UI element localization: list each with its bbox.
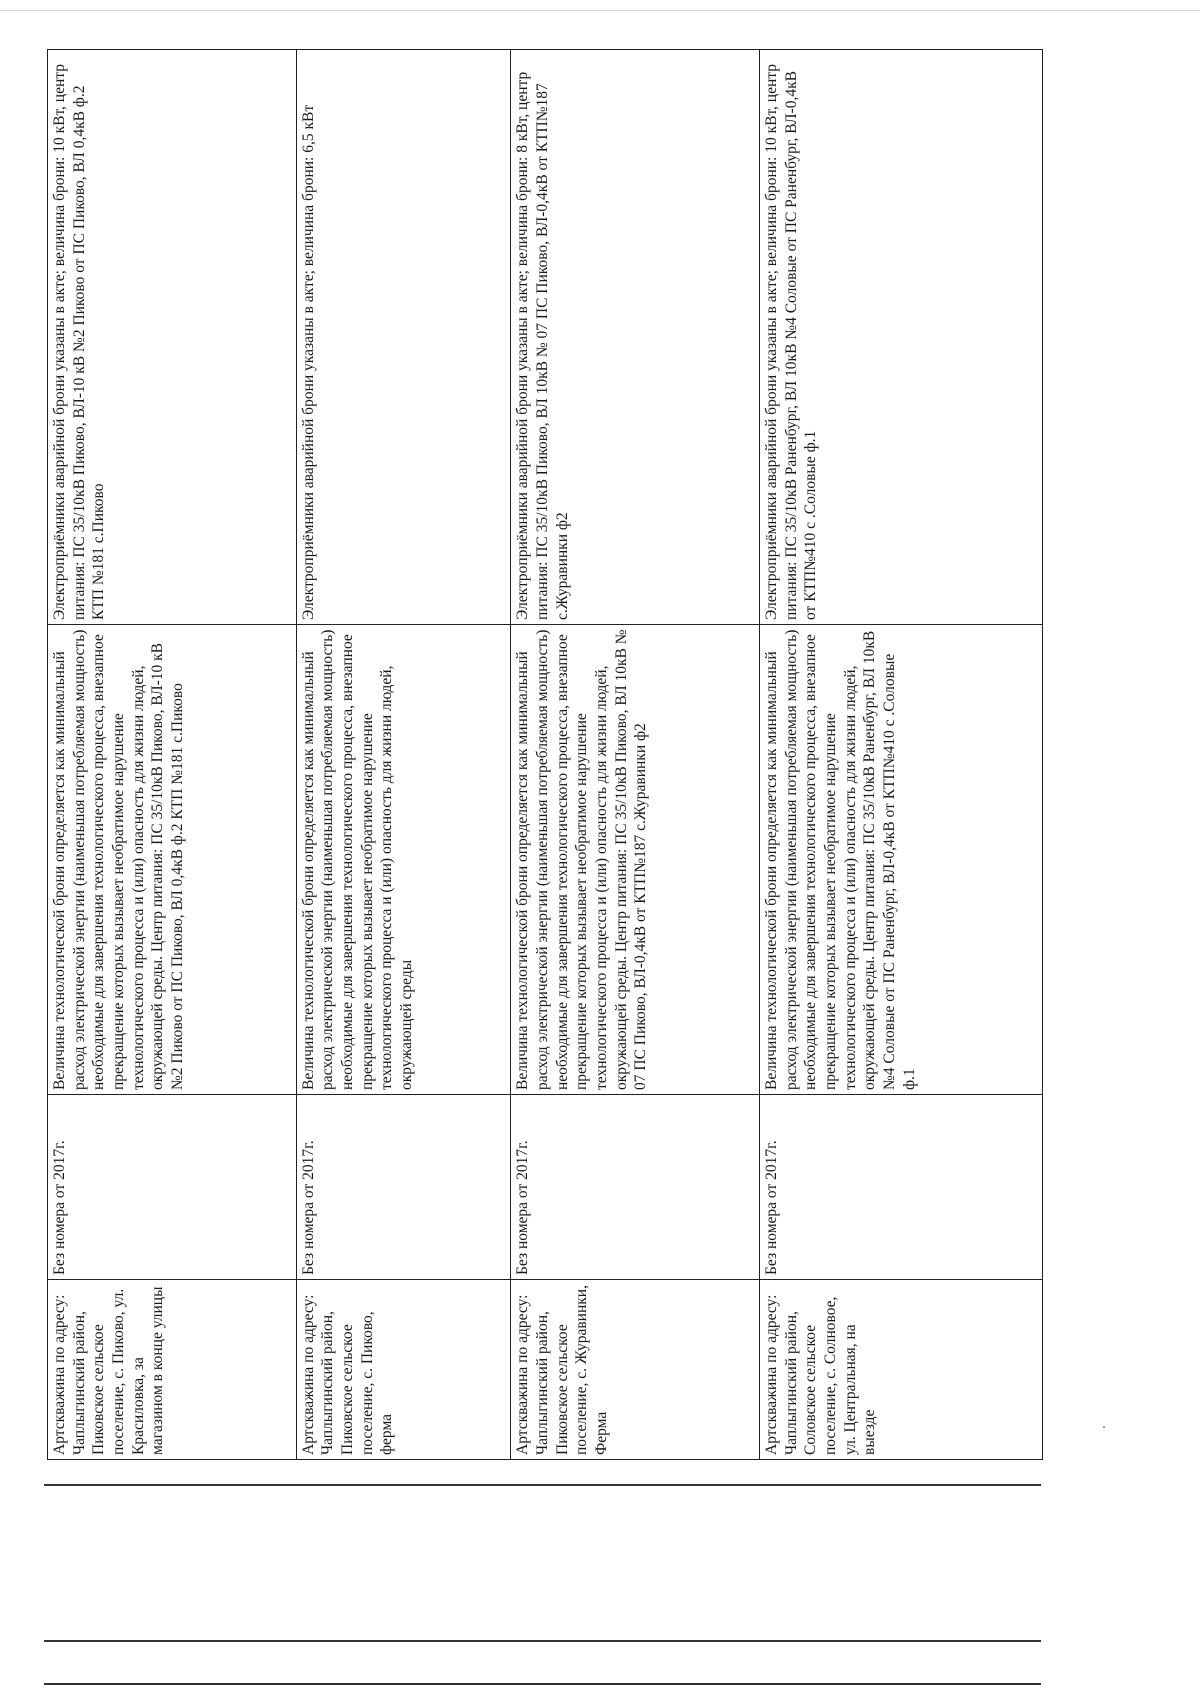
tech-reservation-cell: Величина технологической брони определяется как минимальный расход электрической энергии (наименьшая потребляемая мощность) необходимые для завершения технологического процесса, внезапное прекращение которых вызывает необратимое нарушение технологического процесса и (или) опасность для жизни людей, окружающей среды. Центр питания: ПС 35/10кВ Пиково, ВЛ-10 кВ №2 Пиково от ПС Пиково, ВЛ 0,4кВ ф.2 КТП №181 с.Пиково	[48, 625, 297, 1095]
signature-line	[44, 1640, 1041, 1642]
emergency-reservation-cell: Электроприёмники аварийной брони указаны в акте; величина брони: 6,5 кВт	[296, 50, 510, 625]
object-cell: Артскважина по адресу: Чаплыгинский район, Пиковское сельское поселение, с. Журавинки, Ферма	[511, 1280, 760, 1460]
signature-line	[44, 1683, 1041, 1685]
scan-speck	[1103, 1426, 1105, 1428]
reservation-acts-table	[47, 49, 1043, 1460]
emergency-reservation-cell: Электроприёмники аварийной брони указаны в акте; величина брони: 10 кВт, центр питания: ПС 35/10кВ Пиково, ВЛ-10 кВ №2 Пиково от ПС Пиково, ВЛ 0,4кВ ф.2 КТП №181 с.Пиково	[48, 50, 297, 625]
emergency-reservation-cell: Электроприёмники аварийной брони указаны в акте; величина брони: 8 кВт, центр питания: ПС 35/10кВ Пиково, ВЛ 10кВ № 07 ПС Пиково, ВЛ-0,4кВ от КТП№187 с.Журавинки ф2	[511, 50, 760, 625]
table-row	[48, 50, 297, 1460]
act-cell: Без номера от 2017г.	[296, 1095, 510, 1280]
tech-reservation-cell: Величина технологической брони определяется как минимальный расход электрической энергии (наименьшая потребляемая мощность) необходимые для завершения технологического процесса, внезапное прекращение которых вызывает необратимое нарушение технологического процесса и (или) опасность для жизни людей, окружающей среды	[296, 625, 510, 1095]
scan-top-edge	[0, 10, 1200, 11]
object-cell: Артскважина по адресу: Чаплыгинский район, Пиковское сельское поселение, с. Пиково, ул. Красиловка, за магазином в конце улицы	[48, 1280, 297, 1460]
tech-reservation-cell: Величина технологической брони определяется как минимальный расход электрической энергии (наименьшая потребляемая мощность) необходимые для завершения технологического процесса, внезапное прекращение которых вызывает необратимое нарушение технологического процесса и (или) опасность для жизни людей, окружающей среды. Центр питания: ПС 35/10кВ Пиково, ВЛ 10кВ № 07 ПС Пиково, ВЛ-0,4кВ от КТП№187 с.Журавинки ф2	[511, 625, 760, 1095]
rotated-table-container	[47, 50, 1043, 1460]
table-row	[296, 50, 510, 1460]
act-cell: Без номера от 2017г.	[48, 1095, 297, 1280]
signature-line	[44, 1484, 1041, 1486]
table-row	[511, 50, 760, 1460]
table-row	[759, 50, 1042, 1460]
object-cell: Артскважина по адресу: Чаплыгинский район, Соловское сельское поселение, с. Солновое, ул. Центральная, на выезде	[759, 1280, 1042, 1460]
tech-reservation-cell: Величина технологической брони определяется как минимальный расход электрической энергии (наименьшая потребляемая мощность) необходимые для завершения технологического процесса, внезапное прекращение которых вызывает необратимое нарушение технологического процесса и (или) опасность для жизни людей, окружающей среды. Центр питания: ПС 35/10кВ Раненбург, ВЛ 10кВ №4 Соловые от ПС Раненбург, ВЛ-0,4кВ от КТП№410 с .Соловые ф.1	[759, 625, 1042, 1095]
act-cell: Без номера от 2017г.	[511, 1095, 760, 1280]
object-cell: Артскважина по адресу: Чаплыгинский район, Пиковское сельское поселение, с. Пиково, ферма	[296, 1280, 510, 1460]
emergency-reservation-cell: Электроприёмники аварийной брони указаны в акте; величина брони: 10 кВт, центр питания: ПС 35/10кВ Раненбург, ВЛ 10кВ №4 Соловые от ПС Раненбург, ВЛ-0,4кВ от КТП№410 с .Соловые ф.1	[759, 50, 1042, 625]
act-cell: Без номера от 2017г.	[759, 1095, 1042, 1280]
